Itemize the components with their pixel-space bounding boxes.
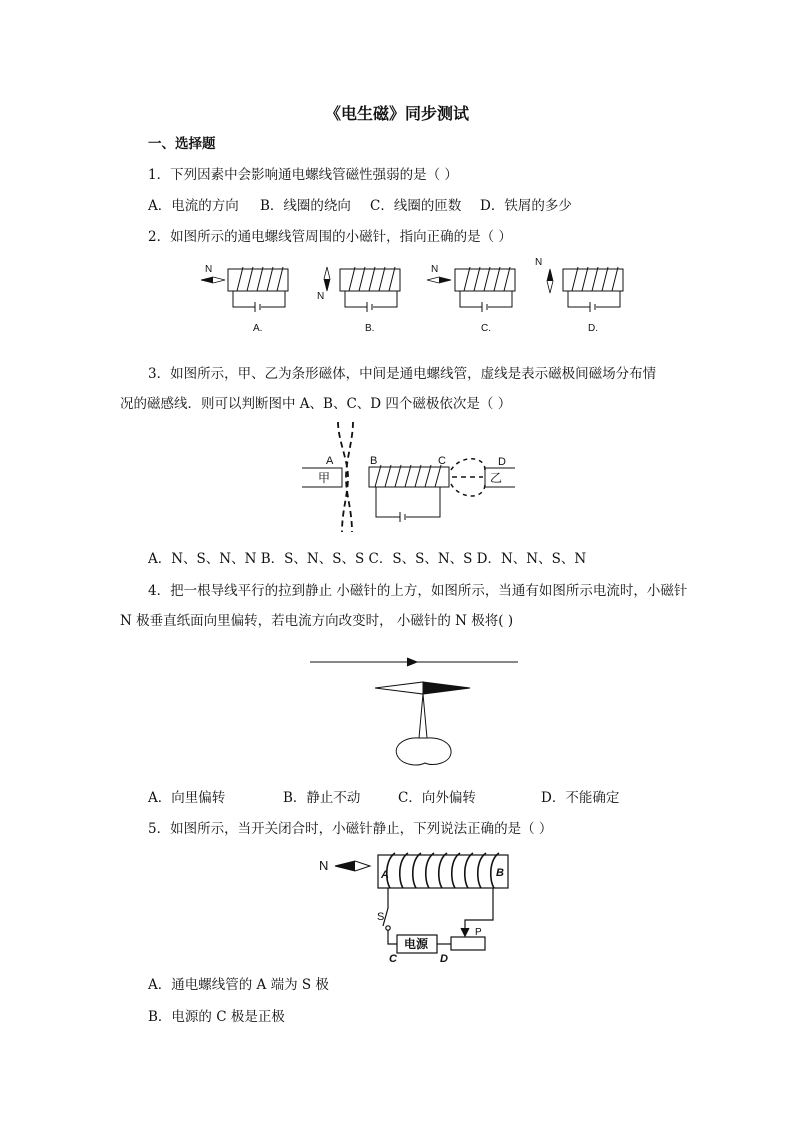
q5-power-source-label: 电源 bbox=[404, 937, 429, 951]
q5-label-b: B bbox=[496, 867, 504, 879]
q1-option-a: A．电流的方向 bbox=[148, 198, 239, 214]
q4-option-d: D．不能确定 bbox=[541, 790, 620, 806]
q3-label-c: C bbox=[438, 455, 446, 467]
q5-option-a: A．通电螺线管的 A 端为 S 极 bbox=[148, 977, 329, 993]
question-3-stem-line-2: 况的磁感线．则可以判断图中 A、B、C、D 四个磁极依次是（ ） bbox=[120, 396, 512, 412]
question-1-stem: 1．下列因素中会影响通电螺线管磁性强弱的是（ ） bbox=[148, 167, 458, 183]
question-2-stem: 2．如图所示的通电螺线管周围的小磁针，指向正确的是（ ） bbox=[148, 229, 512, 245]
q3-label-d: D bbox=[498, 456, 506, 468]
q2-label-c: C. bbox=[481, 323, 491, 334]
q4-option-c: C．向外偏转 bbox=[398, 790, 476, 806]
q4-option-b: B．静止不动 bbox=[283, 790, 361, 806]
q2-label-b: B. bbox=[365, 323, 375, 334]
q3-label-jia: 甲 bbox=[318, 471, 331, 485]
q2-north-label-d: N bbox=[535, 257, 543, 268]
q2-north-label-a: N bbox=[205, 264, 213, 275]
page-title: 《电生磁》同步测试 bbox=[324, 104, 469, 123]
q5-label-p: P bbox=[475, 927, 482, 938]
q2-figure bbox=[195, 255, 645, 340]
q3-figure bbox=[300, 420, 520, 535]
q2-label-a: A. bbox=[253, 323, 263, 334]
question-3-stem-line-1: 3．如图所示，甲、乙为条形磁体，中间是通电螺线管，虚线是表示磁极间磁场分布情 bbox=[148, 366, 657, 382]
q4-option-a: A．向里偏转 bbox=[148, 790, 226, 806]
q2-north-label-c: N bbox=[431, 264, 439, 275]
q5-label-c: C bbox=[389, 953, 397, 965]
q5-label-d: D bbox=[440, 953, 448, 965]
q3-options: A．N、S、N、N B．S、N、S、S C．S、S、N、S D．N、N、S、N bbox=[148, 551, 587, 567]
q3-label-b: B bbox=[370, 455, 378, 467]
q5-figure bbox=[315, 850, 515, 968]
q1-option-c: C．线圈的匝数 bbox=[370, 198, 462, 214]
q3-label-a: A bbox=[326, 455, 334, 467]
question-4-stem-line-1: 4．把一根导线平行的拉到静止 小磁针的上方，如图所示，当通有如图所示电流时，小磁针 bbox=[148, 583, 688, 599]
q2-label-d: D. bbox=[588, 323, 598, 334]
q1-option-b: B．线圈的绕向 bbox=[260, 198, 351, 214]
question-4-stem-line-2: N 极垂直纸面向里偏转，若电流方向改变时， 小磁针的 N 极将( ) bbox=[120, 613, 514, 629]
q5-label-s: S bbox=[377, 911, 385, 923]
q3-label-yi: 乙 bbox=[490, 471, 503, 485]
q5-option-b: B．电源的 C 极是正极 bbox=[148, 1009, 285, 1025]
q5-label-a: A bbox=[381, 869, 389, 881]
q2-north-label-b: N bbox=[317, 291, 325, 302]
question-5-stem: 5．如图所示，当开关闭合时，小磁针静止，下列说法正确的是（ ） bbox=[148, 821, 553, 837]
q1-option-d: D．铁屑的多少 bbox=[480, 198, 572, 214]
q4-figure bbox=[305, 655, 525, 775]
q5-north-label: N bbox=[319, 858, 329, 873]
section-heading: 一、选择题 bbox=[148, 136, 216, 152]
